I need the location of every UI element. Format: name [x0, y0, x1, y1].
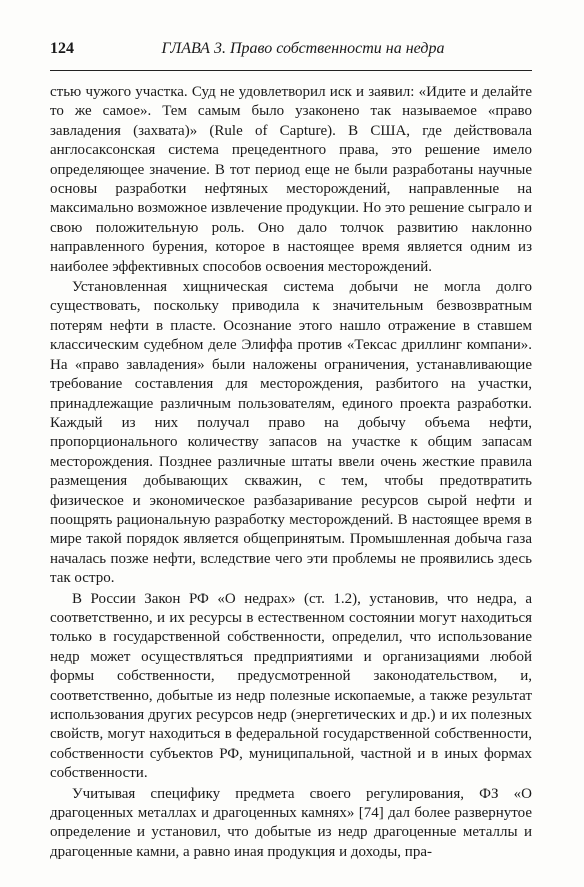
paragraph: Установленная хищническая система добычи не могла долго существовать, поскольку приводила к значительным безвозвратным потерям нефти в пласте. Осознание этого нашло отражение в ставшем классическим судебном деле Элиффа против «Тексас дриллинг компани». На «право завладения» были наложены ограничения, устанавливающие требование составления для месторождения, разбитого на участки, принадлежащие различным пользователям, единого проекта разработки. Каждый из них получал право на добычу объема нефти, пропорционального количеству запасов на участке к общим запасам месторождения. Позднее различные штаты ввели очень жесткие правила размещения добывающих скважин, с тем, чтобы предотвратить физическое и экономическое разбазаривание ресурсов сырой нефти и поощрять рациональную разработку месторождений. В настоящее время в мире такой порядок является общепринятым. Промышленная добыча газа началась позже нефти, вследствие чего эти проблемы не проявились здесь так остро. [50, 279, 532, 587]
book-page [50, 40, 532, 862]
body-text [50, 83, 532, 862]
paragraph: Учитывая специфику предмета своего регулирования, ФЗ «О драгоценных металлах и драгоценных камнях» [74] дал более развернутое определение и установил, что добытые из недр драгоценные металлы и драгоценные камни, а равно иная продукция и доходы, пра- [50, 785, 532, 860]
paragraph-continuation: стью чужого участка. Суд не удовлетворил иск и заявил: «Идите и делайте то же самое». Тем самым было узаконено так называемое «право завладения (захвата)» (Rule of Capture). В США, где действовала англосаксонская система прецедентного права, это решение имело определяющее значение. В тот период еще не были разработаны научные основы разработки нефтяных месторождений, направленные на максимально возможное извлечение продукции. Но это решение сыграло и свою положительную роль. Оно дало толчок развитию наклонно направленного бурения, которое в настоящее время является одним из наиболее эффективных способов освоения месторождений. [50, 84, 532, 275]
running-header [50, 40, 532, 71]
page-number: 124 [50, 40, 74, 57]
paragraph: В России Закон РФ «О недрах» (ст. 1.2), установив, что недра, а соответственно, и их ресурсы в естественном состоянии могут находиться только в государственной собственности, определил, что использование недр может осуществляться предприятиями и организациями любой формы собственности, предусмотренной законодательством, и, соответственно, добытые из недр полезные ископаемые, а также результат использования других ресурсов недр (энергетических и др.) и их полезных свойств, могут находиться в федеральной государственной собственности, собственности субъектов РФ, муниципальной, частной и в иных формах собственности. [50, 590, 532, 782]
chapter-title: ГЛАВА 3. Право собственности на недра [161, 40, 445, 57]
